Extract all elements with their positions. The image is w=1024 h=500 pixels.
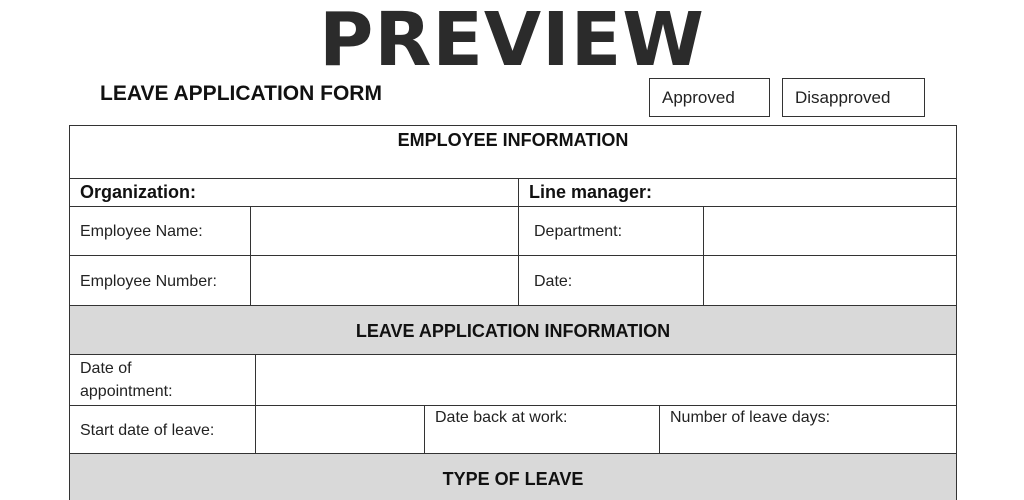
date-of-appointment-label-cell [69, 354, 256, 406]
date-back-label: Date back at work: [435, 409, 568, 426]
date-label-cell [518, 255, 704, 306]
department-field[interactable] [703, 206, 957, 256]
date-field[interactable] [703, 255, 957, 306]
type-of-leave-heading [69, 453, 957, 500]
organization-cell[interactable] [69, 178, 519, 207]
start-date-label: Start date of leave: [80, 422, 215, 439]
date-back-cell[interactable] [424, 405, 660, 454]
leave-days-label: Number of leave days: [670, 409, 831, 426]
date-of-appointment-field[interactable] [255, 354, 957, 406]
line-manager-label: Line manager: [529, 182, 653, 202]
employee-info-heading [69, 125, 957, 179]
line-manager-cell[interactable] [518, 178, 957, 207]
start-date-label-cell [69, 405, 256, 454]
employee-number-field[interactable] [250, 255, 519, 306]
department-label: Department: [534, 223, 623, 240]
employee-info-heading-text: EMPLOYEE INFORMATION [397, 130, 629, 150]
employee-name-field[interactable] [250, 206, 519, 256]
leave-info-heading [69, 305, 957, 355]
organization-label: Organization: [80, 182, 196, 202]
employee-name-label: Employee Name: [80, 223, 203, 240]
leave-info-heading-text: LEAVE APPLICATION INFORMATION [355, 321, 671, 341]
date-of-appointment-label [80, 357, 173, 403]
approved-checkbox[interactable]: Approved [649, 78, 770, 117]
date-label: Date: [534, 273, 573, 290]
date-of-appointment-label-line1: Date of [80, 360, 132, 377]
disapproved-checkbox[interactable]: Disapproved [782, 78, 925, 117]
employee-name-label-cell [69, 206, 251, 256]
employee-number-label-cell [69, 255, 251, 306]
start-date-field[interactable] [255, 405, 425, 454]
employee-number-label: Employee Number: [80, 273, 217, 290]
department-label-cell [518, 206, 704, 256]
date-of-appointment-label-line2: appointment: [80, 383, 173, 400]
form-title: LEAVE APPLICATION FORM [100, 82, 382, 105]
type-of-leave-heading-text: TYPE OF LEAVE [442, 469, 584, 489]
leave-days-cell[interactable] [659, 405, 957, 454]
preview-watermark: PREVIEW [319, 0, 705, 83]
